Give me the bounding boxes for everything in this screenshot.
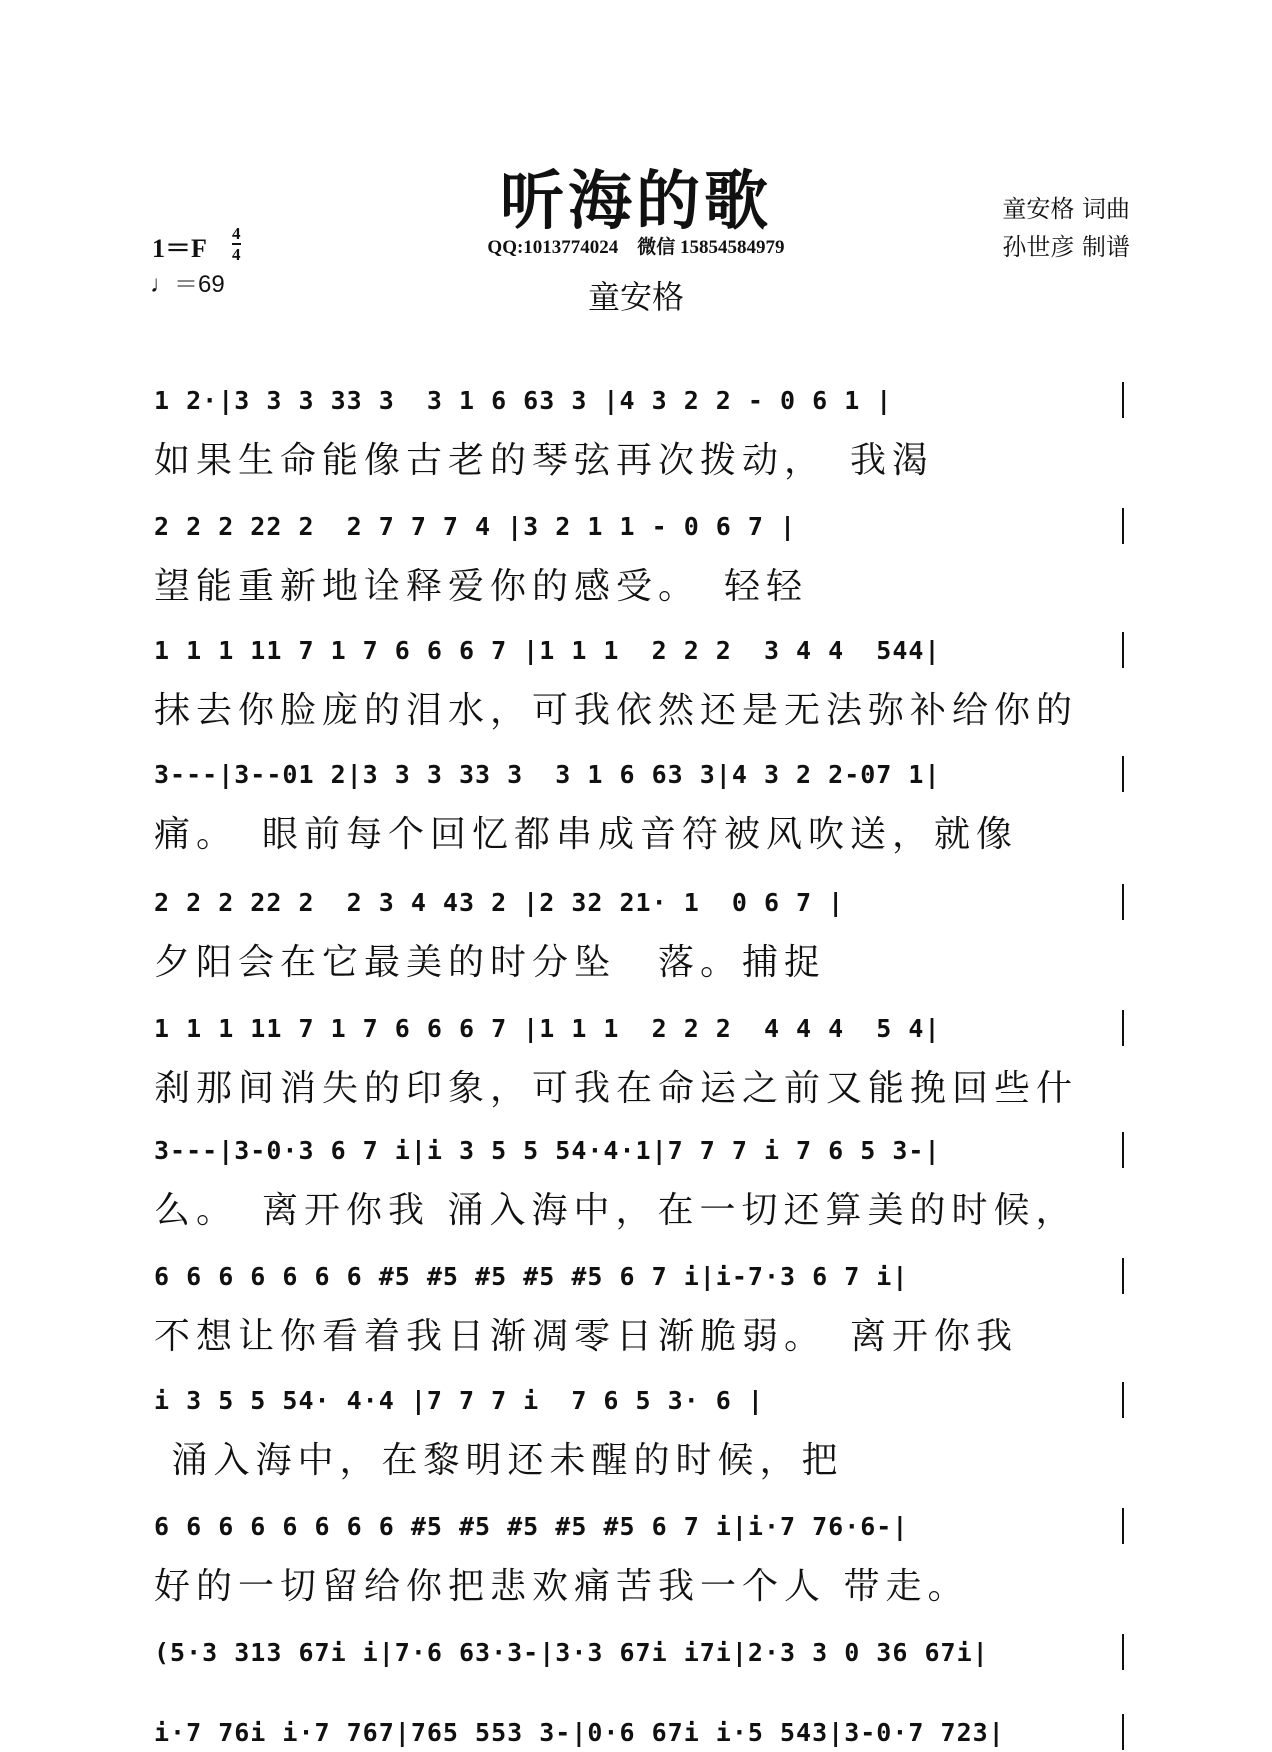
barline bbox=[1122, 1634, 1124, 1670]
barline bbox=[1122, 632, 1124, 668]
lyrics-line: 抹去你脸庞的泪水，可我依然还是无法弥补给你的 bbox=[154, 690, 1079, 731]
notation-line: 1 1 1 11 7 1 7 6 6 6 7 |1 1 1 2 2 2 4 4 4 5 4| bbox=[154, 1014, 941, 1043]
notation-line: 3---|3-0·3 6 7 i|i 3 5 5 54·4·1|7 7 7 i 7 6 5 3-| bbox=[154, 1136, 941, 1165]
key-signature: 1＝F bbox=[152, 234, 207, 263]
credit-lyrics-music: 童安格 词曲 bbox=[1002, 195, 1130, 223]
notation-line: i 3 5 5 54· 4·4 |7 7 7 i 7 6 5 3· 6 | bbox=[154, 1386, 764, 1415]
contact-info: QQ:1013774024 微信 15854584979 bbox=[487, 237, 785, 258]
lyrics-line: 涌入海中，在黎明还未醒的时候，把 bbox=[154, 1440, 844, 1481]
lyrics-line: 痛。 眼前每个回忆都串成音符被风吹送，就像 bbox=[154, 814, 1019, 855]
tempo-marking: ♩＝69 bbox=[150, 271, 225, 298]
lyrics-line: 如果生命能像古老的琴弦再次拨动， 我渴 bbox=[154, 440, 935, 481]
barline bbox=[1122, 756, 1124, 792]
song-title: 听海的歌 bbox=[500, 164, 772, 239]
notation-line: 2 2 2 22 2 2 7 7 7 4 |3 2 1 1 - 0 6 7 | bbox=[154, 512, 797, 541]
barline bbox=[1122, 1010, 1124, 1046]
lyrics-line: 刹那间消失的印象，可我在命运之前又能挽回些什 bbox=[154, 1068, 1079, 1109]
notation-line: 3---|3--01 2|3 3 3 33 3 3 1 6 63 3|4 3 2 2-07 1| bbox=[154, 760, 941, 789]
notation-line: i·7 76i i·7 767|765 553 3-|0·6 67i i·5 543|3-0·7 723| bbox=[154, 1718, 1005, 1747]
notation-line: 1 1 1 11 7 1 7 6 6 6 7 |1 1 1 2 2 2 3 4 4 544| bbox=[154, 636, 941, 665]
barline bbox=[1122, 508, 1124, 544]
barline bbox=[1122, 884, 1124, 920]
time-sig-bottom: 4 bbox=[232, 245, 241, 264]
barline bbox=[1122, 1508, 1124, 1544]
lyrics-line: 不想让你看着我日渐凋零日渐脆弱。 离开你我 bbox=[154, 1316, 1019, 1357]
lyrics-line: 夕阳会在它最美的时分坠 落。捕捉 bbox=[154, 942, 827, 983]
time-signature bbox=[232, 224, 241, 264]
lyrics-line: 好的一切留给你把悲欢痛苦我一个人 带走。 bbox=[154, 1566, 970, 1607]
notation-line: (5·3 313 67i i|7·6 63·3-|3·3 67i i7i|2·3 3 0 36 67i| bbox=[154, 1638, 989, 1667]
notation-line: 2 2 2 22 2 2 3 4 43 2 |2 32 21· 1 0 6 7 | bbox=[154, 888, 845, 917]
time-sig-top: 4 bbox=[232, 224, 241, 243]
notation-line: 6 6 6 6 6 6 6 6 #5 #5 #5 #5 #5 6 7 i|i·7 76·6-| bbox=[154, 1512, 909, 1541]
singer-name: 童安格 bbox=[587, 278, 684, 316]
notation-line: 6 6 6 6 6 6 6 #5 #5 #5 #5 #5 6 7 i|i-7·3 6 7 i| bbox=[154, 1262, 909, 1291]
barline bbox=[1122, 1714, 1124, 1750]
credit-arranger: 孙世彦 制谱 bbox=[1002, 233, 1130, 261]
barline bbox=[1122, 382, 1124, 418]
barline bbox=[1122, 1132, 1124, 1168]
barline bbox=[1122, 1382, 1124, 1418]
notation-line: 1 2·|3 3 3 33 3 3 1 6 63 3 |4 3 2 2 - 0 6 1 | bbox=[154, 386, 893, 415]
lyrics-line: 望能重新地诠释爱你的感受。 轻轻 bbox=[154, 566, 809, 607]
barline bbox=[1122, 1258, 1124, 1294]
lyrics-line: 么。 离开你我 涌入海中，在一切还算美的时候， bbox=[154, 1190, 1078, 1231]
credits bbox=[1002, 190, 1130, 266]
